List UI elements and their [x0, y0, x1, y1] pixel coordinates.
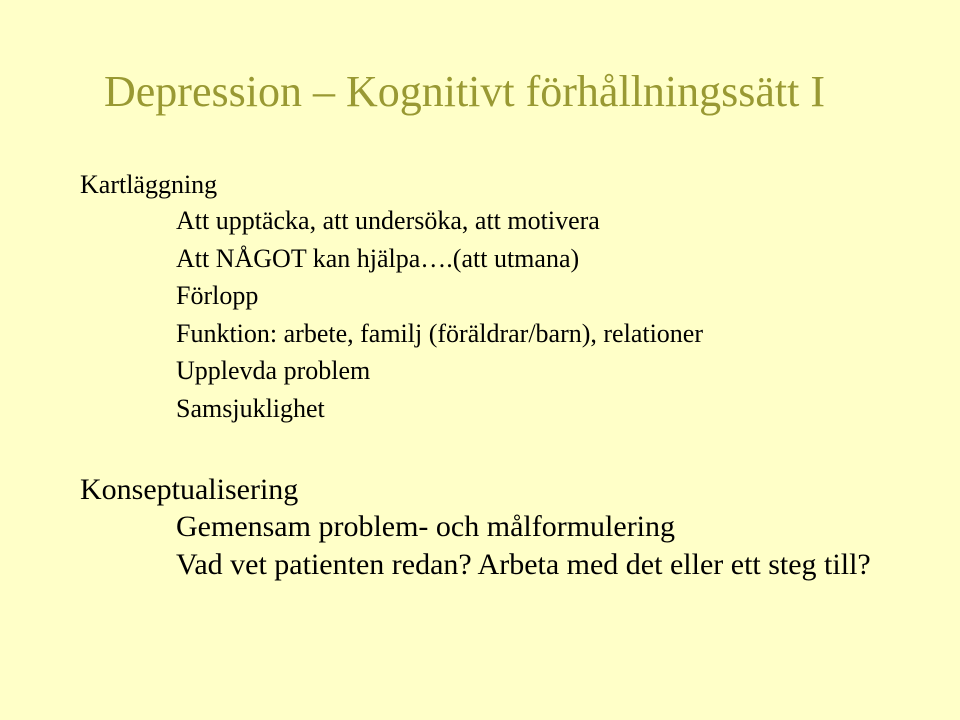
section-item-list: [80, 508, 871, 584]
section-heading: Konseptualisering: [80, 473, 299, 506]
section-item-list: [80, 202, 703, 428]
list-item: Förlopp: [176, 281, 259, 311]
list-item: Vad vet patienten redan? Arbeta med det eller ett steg till?: [176, 548, 871, 581]
section-kartlaggning: [80, 168, 703, 428]
list-item: Att NÅGOT kan hjälpa….(att utmana): [176, 243, 580, 273]
section-heading: Kartläggning: [80, 170, 218, 199]
section-konseptualisering: [80, 472, 871, 584]
list-item: Gemensam problem- och målformulering: [176, 510, 676, 543]
list-item: Att upptäcka, att undersöka, att motivera: [176, 206, 600, 235]
list-item: Samsjuklighet: [176, 393, 325, 423]
list-item: Funktion: arbete, familj (föräldrar/barn), relationer: [176, 318, 704, 348]
list-item: Upplevda problem: [176, 356, 371, 386]
slide-title: Depression – Kognitivt förhållningssätt I: [104, 67, 826, 116]
